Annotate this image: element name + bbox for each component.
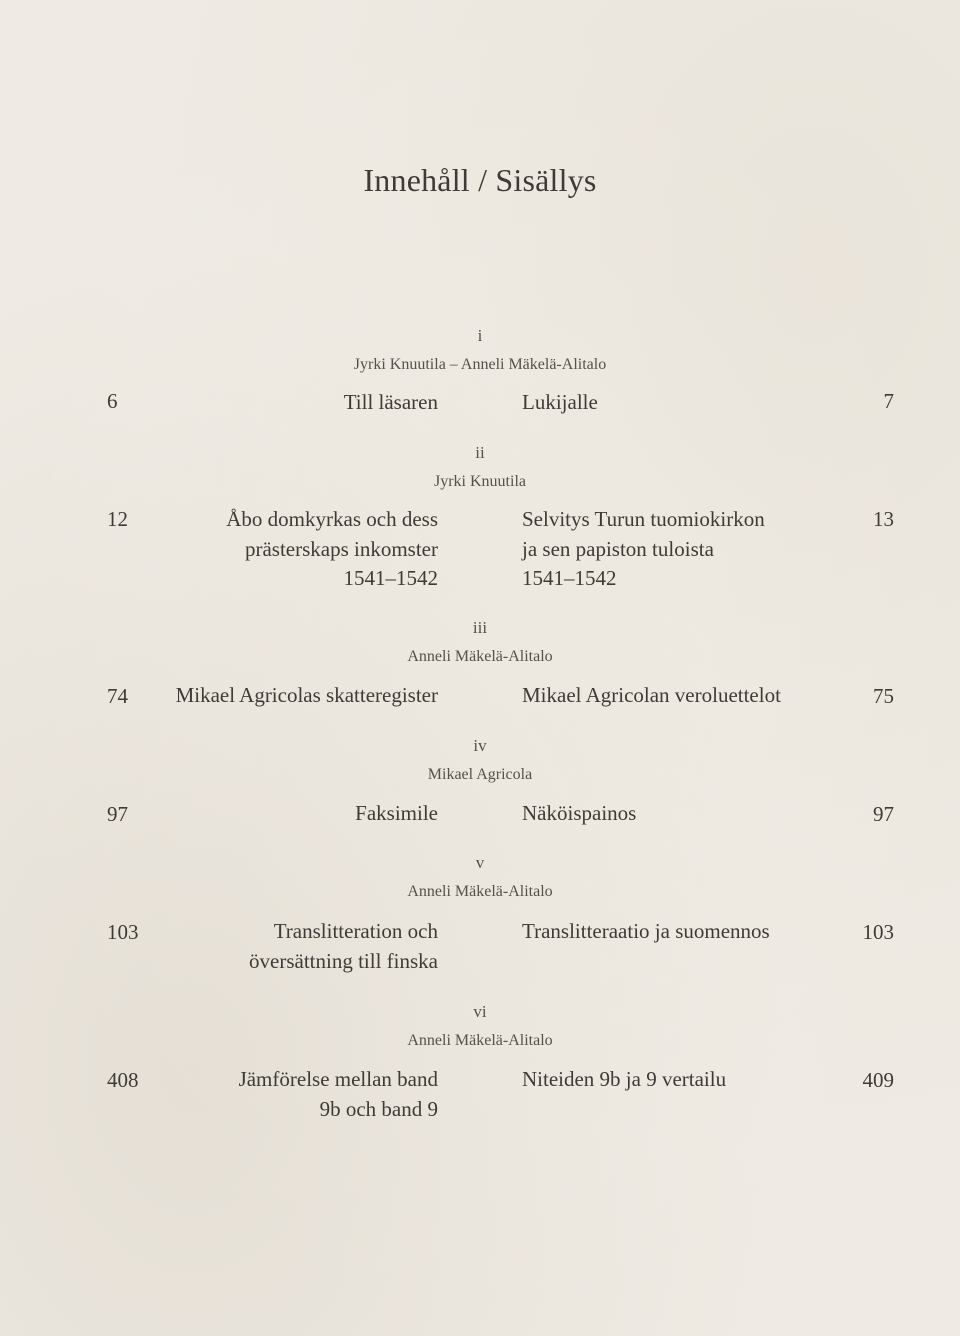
page-number-swedish[interactable]: 103 [107,920,139,944]
section-author: Jyrki Knuutila [434,473,526,490]
page-number-finnish[interactable]: 75 [873,684,894,708]
section-numeral: i [477,326,483,345]
page-number-finnish[interactable]: 409 [862,1068,894,1092]
page-number-swedish[interactable]: 12 [107,507,128,531]
title-line: Translitteration och [273,919,438,943]
title-swedish[interactable] [58,799,438,829]
section-numeral: iv [473,736,487,755]
title-line: Mikael Agricolas skatteregister [175,683,438,707]
page-number-finnish[interactable]: 97 [873,802,894,826]
page-number-swedish[interactable]: 408 [107,1068,139,1092]
title-line: ja sen papiston tuloista [522,536,714,561]
section-numeral: iii [472,618,488,637]
title-swedish[interactable] [58,388,438,418]
section-numeral: ii [475,443,485,462]
title-line: Jämförelse mellan band [238,1067,438,1091]
page-title: Innehåll / Sisällys [363,162,597,198]
title-finnish[interactable] [522,388,852,418]
title-finnish[interactable] [522,917,852,947]
section-author: Anneli Mäkelä-Alitalo [407,648,553,665]
title-swedish[interactable] [58,681,438,711]
title-finnish[interactable] [522,505,852,594]
title-swedish[interactable] [58,505,438,594]
title-line: Faksimile [355,801,438,825]
page-number-finnish[interactable]: 7 [883,389,894,413]
title-line: Mikael Agricolan veroluettelot [522,683,781,707]
title-line: 9b och band 9 [319,1096,438,1121]
title-line: prästerskaps inkomster [244,536,438,561]
section-numeral: vi [473,1002,487,1021]
page-number-swedish[interactable]: 74 [107,684,128,708]
section-numeral: v [475,853,485,872]
page-number-finnish[interactable]: 13 [873,507,894,531]
section-author: Anneli Mäkelä-Alitalo [407,883,553,900]
title-finnish[interactable] [522,799,852,829]
page-number-finnish[interactable]: 103 [862,920,894,944]
title-swedish[interactable] [58,1065,438,1124]
title-line: Näköispainos [522,801,637,825]
page-number-swedish[interactable]: 97 [107,802,128,826]
title-swedish[interactable] [58,917,438,976]
title-finnish[interactable] [522,681,852,711]
title-line: Niteiden 9b ja 9 vertailu [522,1067,727,1091]
section-author: Anneli Mäkelä-Alitalo [407,1032,553,1049]
title-line: Lukijalle [522,390,598,414]
title-line: 1541–1542 [343,566,438,590]
title-line: Till läsaren [343,390,438,414]
page-number-swedish[interactable]: 6 [107,389,118,413]
title-line: Translitteraatio ja suomennos [522,919,770,943]
title-finnish[interactable] [522,1065,852,1095]
title-line: Åbo domkyrkas och dess [226,507,438,531]
section-author: Jyrki Knuutila – Anneli Mäkelä-Alitalo [353,356,607,373]
title-line: 1541–1542 [522,566,617,590]
title-line: översättning till finska [249,948,438,973]
title-line: Selvitys Turun tuomiokirkon [522,507,765,531]
section-author: Mikael Agricola [427,766,533,783]
